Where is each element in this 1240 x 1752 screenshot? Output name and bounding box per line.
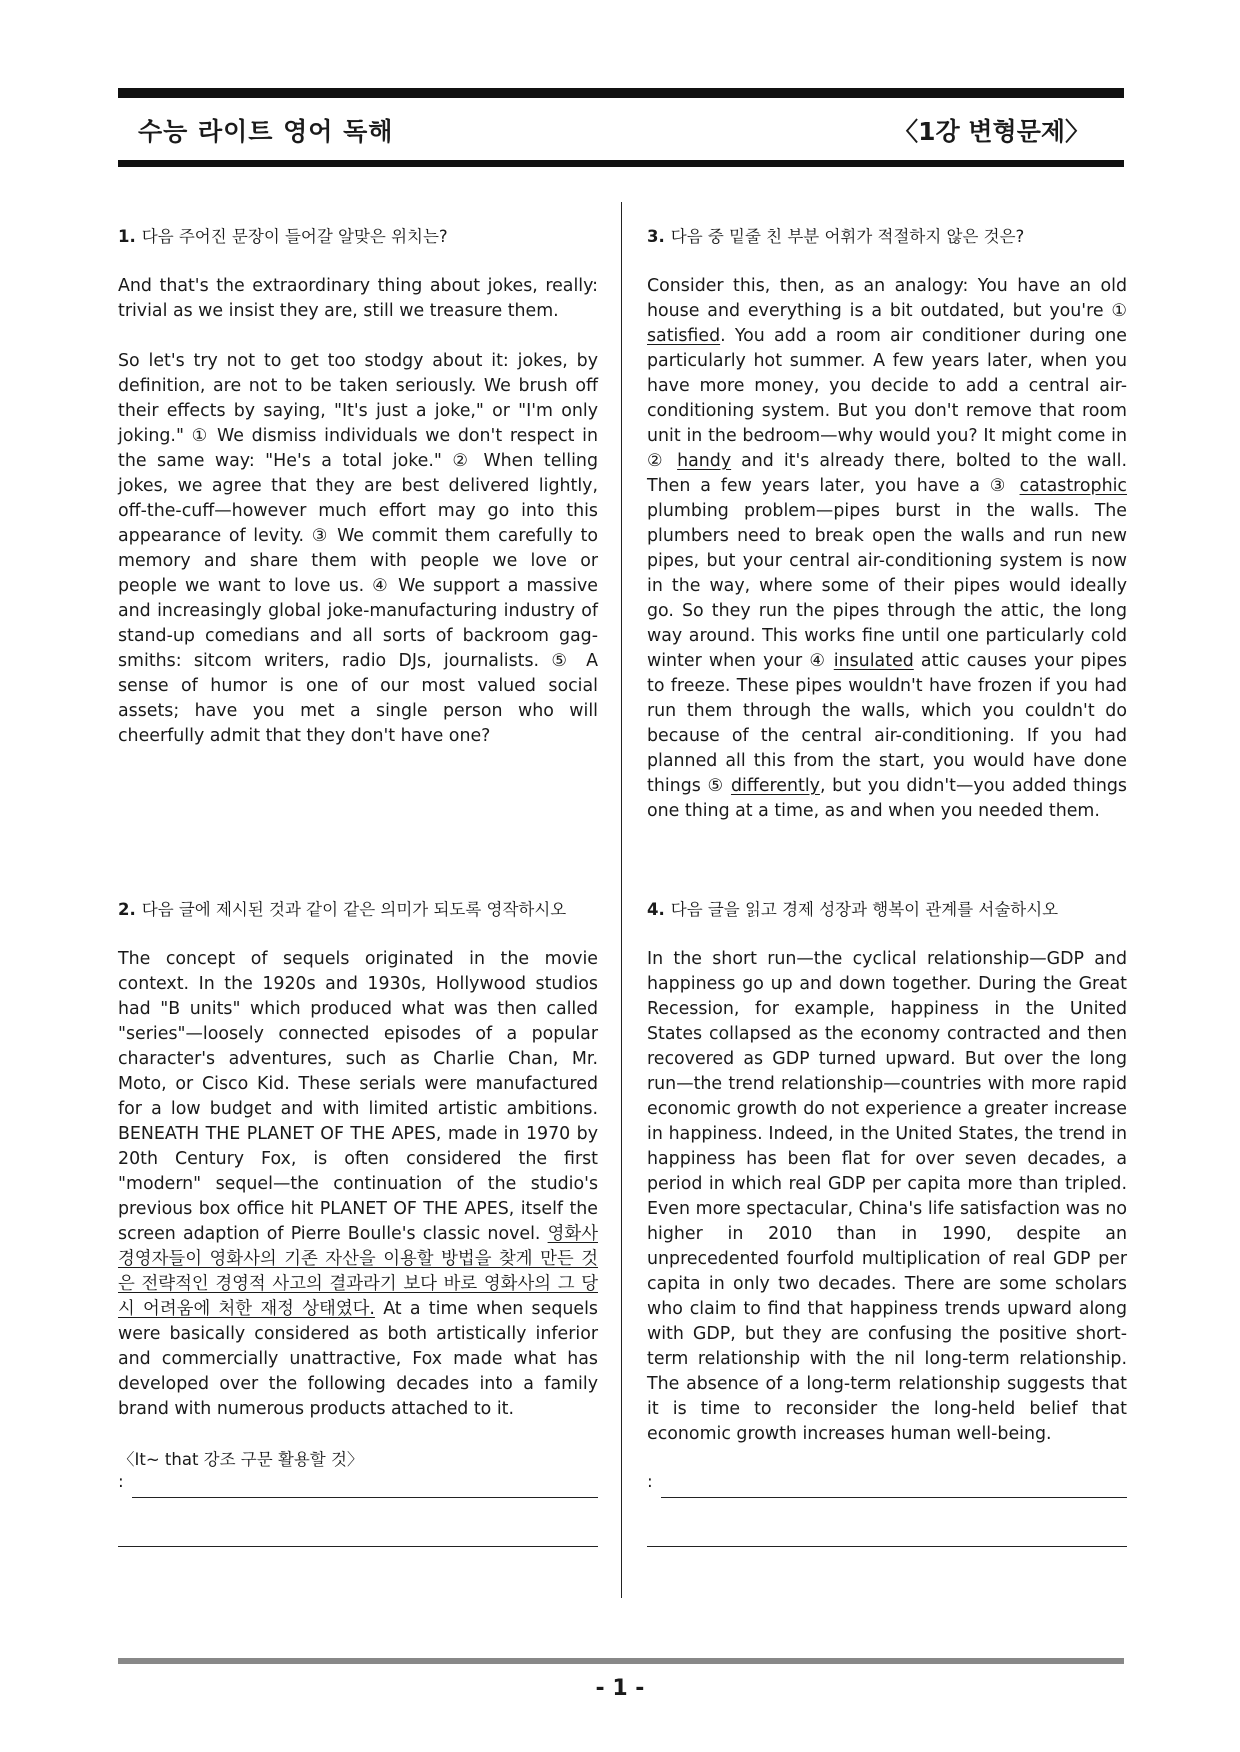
- answer-colon: :: [647, 1472, 653, 1492]
- passage-text: The concept of sequels originated in the movie context. In the 1920s and 1930s, Hollywood studios had "B units" which produced what was then called "series"—loosely connected episodes of a popular character's adventures, such as Charlie Chan, Mr. Moto, or Cisco Kid. These serials were manufactured for a low budget and with limited artistic ambitions. BENEATH THE PLANET OF THE APES, made in 1970 by 20th Century Fox, is often considered the first "modern" sequel—the continuation of the studio's previous box office hit PLANET OF THE APES, itself the screen adaption of Pierre Boulle's classic novel.: [118, 949, 598, 1244]
- question-4-passage: In the short run—the cyclical relationship—GDP and happiness go up and down together. During the Great Recession, for example, happiness in the United States collapsed as the economy contracted and then recovered as GDP turned upward. But over the long run—the trend relationship—countries with more rapid economic growth do not experience a greater increase in happiness. Indeed, in the United States, the trend in happiness has been flat for over seven decades, a period in which real GDP per capita more than tripled. Even more spectacular, China's life satisfaction was no higher in 2010 than in 1990, despite an unprecedented fourfold multiplication of real GDP per capita in only two decades. There are some scholars who claim to find that happiness trends upward along with GDP, but they are confusing the positive short-term relationship with the nil long-term relationship. The absence of a long-term relationship suggests that it is time to reconsider the long-held belief that economic growth increases human well-being.: [647, 949, 1127, 1444]
- question-2-passage: [118, 947, 598, 1422]
- question-4-prompt: 다음 글을 읽고 경제 성장과 행복이 관계를 서술하시오: [670, 900, 1059, 919]
- question-3-prompt: 다음 중 밑줄 친 부분 어휘가 적절하지 않은 것은?: [670, 227, 1025, 246]
- passage-text: plumbing problem—pipes burst in the walls. The plumbers need to break open the walls and run new pipes, but your central air-conditioning system is now in the way, where some of their pipes would ideally go. So they run the pipes through the attic, the long way around. This works fine until one particularly cold winter when your ④: [647, 501, 1127, 671]
- question-1-given-sentence: And that's the extraordinary thing about jokes, really: trivial as we insist they are, still we treasure them.: [118, 276, 598, 321]
- underlined-word-2: handy: [677, 451, 732, 471]
- passage-text: , but you didn't—you added things one thing at a time, as and when you needed them.: [647, 776, 1127, 821]
- lesson-label: 〈1강 변형문제〉: [893, 117, 1090, 146]
- header-top-rule: [118, 88, 1124, 98]
- underlined-word-3: catastrophic: [1019, 476, 1127, 496]
- question-1: [118, 224, 598, 774]
- page-number: - 1 -: [595, 1676, 645, 1701]
- passage-text: . You add a room air conditioner during one particularly hot summer. A few years later, when you have more money, you decide to add a central air-conditioning system. But you don't remove that room unit in the bedroom—why would you? It might come in ②: [647, 326, 1127, 471]
- question-2-title: [118, 897, 598, 922]
- column-divider: [621, 202, 622, 1598]
- underlined-word-4: insulated: [833, 651, 914, 671]
- answer-colon: :: [118, 1472, 124, 1492]
- passage-text: and it's already there, bolted to the wall. Then a few years later, you have a ③: [647, 451, 1127, 496]
- question-4: [647, 897, 1127, 1472]
- question-1-prompt: 다음 주어진 문장이 들어갈 알맞은 위치는?: [141, 227, 448, 246]
- question-4-number: 4.: [647, 900, 665, 919]
- question-2-instruction: 〈It~ that 강조 구문 활용할 것〉: [118, 1450, 364, 1469]
- question-3: [647, 224, 1127, 849]
- passage-text: Consider this, then, as an analogy: You have an old house and everything is a bit outdated, but you're ①: [647, 276, 1127, 321]
- underlined-korean-sentence: 영화사 경영자들이 영화사의 기존 자산을 이용할 방법을 찾게 만든 것은 전략적인 경영적 사고의 결과라기 보다 바로 영화사의 그 당시 어려움에 처한 재정 상태였다.: [118, 1224, 598, 1319]
- passage-text: At a time when sequels were basically considered as both artistically inferior and commercially unattractive, Fox made what has developed over the following decades into a family brand with numerous products attached to it.: [118, 1299, 598, 1419]
- question-1-number: 1.: [118, 227, 136, 246]
- question-2-number: 2.: [118, 900, 136, 919]
- question-3-title: [647, 224, 1127, 249]
- header-bottom-rule: [118, 160, 1124, 167]
- underlined-word-5: differently: [730, 776, 820, 796]
- question-1-title: [118, 224, 598, 249]
- answer-line-q4-1[interactable]: [661, 1497, 1127, 1498]
- question-4-title: [647, 897, 1127, 922]
- question-1-passage: So let's try not to get too stodgy about it: jokes, by definition, are not to be taken seriously. We brush off their effects by saying, "It's just a joke," or "I'm only joking." ① We dismiss individuals we don't respect in the same way: "He's a total joke." ② When telling jokes, we agree that they are best delivered lightly, off-the-cuff—however much effort may go into this appearance of levity. ③ We commit them carefully to memory and share them with people we love or people we want to love us. ④ We support a massive and increasingly global joke-manufacturing industry of stand-up comedians and all sorts of backroom gag-smiths: sitcom writers, radio DJs, journalists. ⑤ A sense of humor is one of our most valued social assets; have you met a single person who will cheerfully admit that they don't have one?: [118, 351, 598, 746]
- answer-line-q4-2[interactable]: [647, 1546, 1127, 1547]
- passage-text: attic causes your pipes to freeze. These pipes wouldn't have frozen if you had run them through the walls, which you couldn't do because of the central air-conditioning. If you had planned all this from the start, you would have done things ⑤: [647, 651, 1127, 796]
- question-3-passage: [647, 274, 1127, 824]
- question-2: [118, 897, 598, 1472]
- answer-line-q2-2[interactable]: [118, 1546, 598, 1547]
- question-3-number: 3.: [647, 227, 665, 246]
- document-title: 수능 라이트 영어 독해: [138, 117, 394, 146]
- underlined-word-1: satisfied: [647, 326, 721, 346]
- footer-rule: [118, 1658, 1124, 1664]
- answer-line-q2-1[interactable]: [132, 1497, 598, 1498]
- question-2-prompt: 다음 글에 제시된 것과 같이 같은 의미가 되도록 영작하시오: [141, 900, 567, 919]
